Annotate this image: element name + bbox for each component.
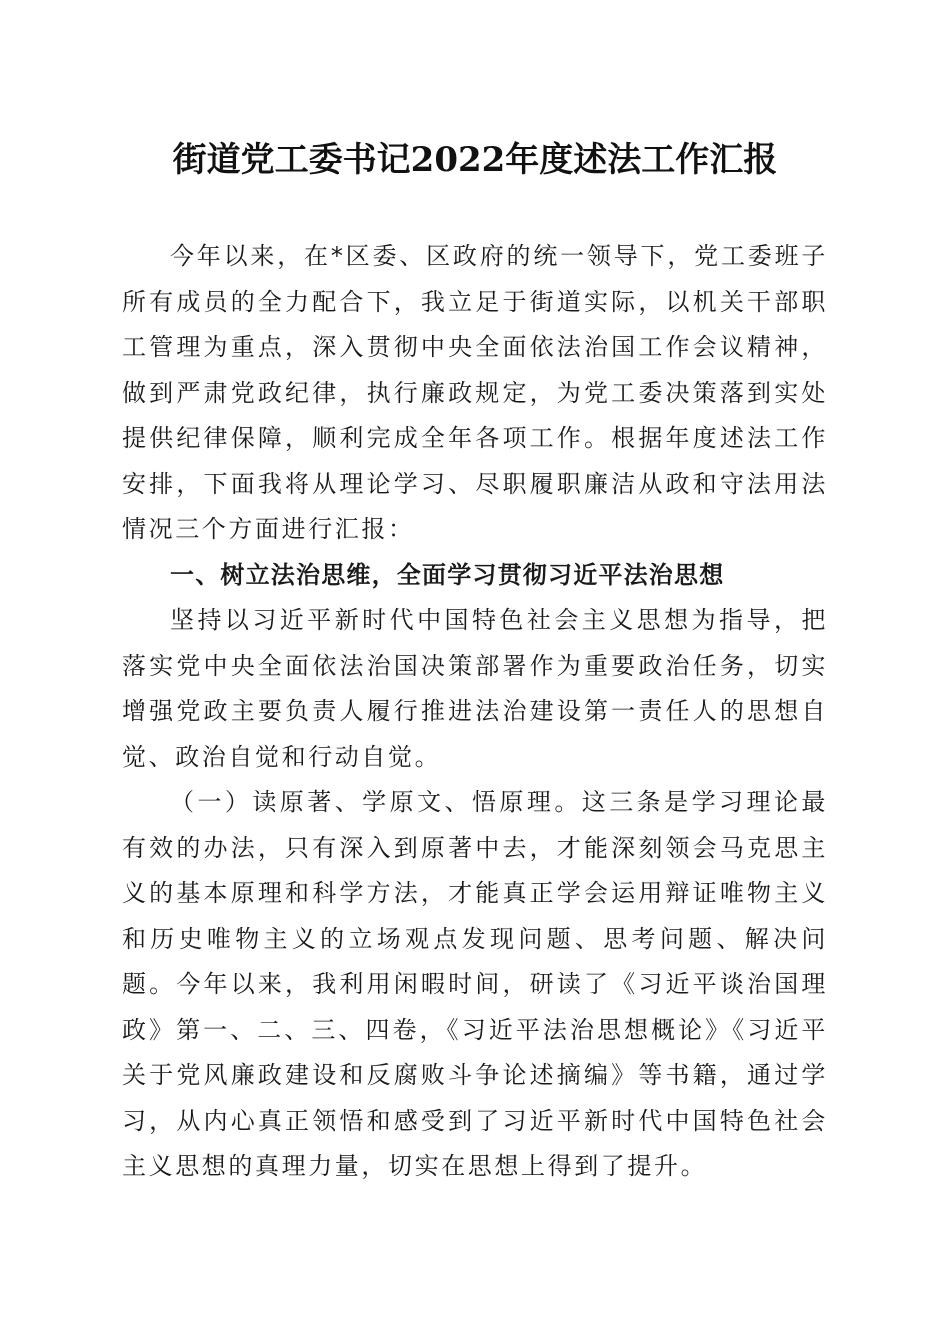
section-heading: 一、树立法治思维，全面学习贯彻习近平法治思想 <box>170 560 725 589</box>
section-paragraph: 坚持以习近平新时代中国特色社会主义思想为指导，把落实党中央全面依法治国决策部署作为重要政治任务，切实增强党政主要负责人履行推进法治建设第一责任人的思想自觉、政治自觉和行动自觉。 <box>122 606 828 771</box>
document-title: 街道党工委书记2022年度述法工作汇报 <box>172 140 778 180</box>
subsection-paragraph: （一）读原著、学原文、悟原理。这三条是学习理论最有效的办法，只有深入到原著中去，才能深刻领会马克思主义的基本原理和科学方法，才能真正学会运用辩证唯物主义和历史唯物主义的立场观点发现问题、思考问题、解决问题。今年以来，我利用闲暇时间，研读了《习近平谈治国理政》第一、二、三、四卷，《习近平法治思想概论》《习近平关于党风廉政建设和反腐败斗争论述摘编》等书籍，通过学习，从内心真正领悟和感受到了习近平新时代中国特色社会主义思想的真理力量，切实在思想上得到了提升。 <box>122 788 828 1180</box>
intro-paragraph: 今年以来，在*区委、区政府的统一领导下，党工委班子所有成员的全力配合下，我立足于街道实际，以机关干部职工管理为重点，深入贯彻中央全面依法治国工作会议精神，做到严肃党政纪律，执行廉政规定，为党工委决策落到实处提供纪律保障，顺利完成全年各项工作。根据年度述法工作安排，下面我将从理论学习、尽职履职廉洁从政和守法用法情况三个方面进行汇报： <box>122 242 828 543</box>
document-body <box>122 234 828 1190</box>
